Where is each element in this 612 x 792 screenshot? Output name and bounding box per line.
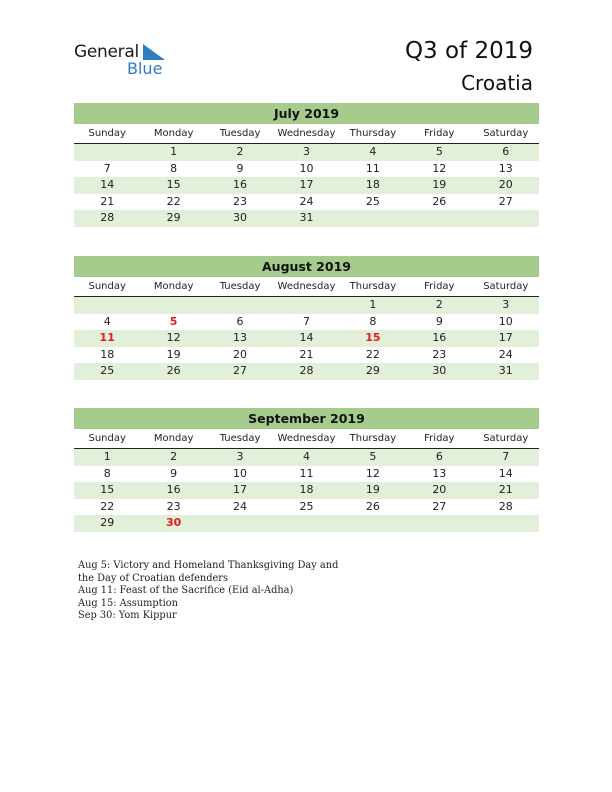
day-cell: 16 [166,483,181,496]
holiday-note-line: Aug 5: Victory and Homeland Thanksgiving Day and [78,560,339,571]
day-cell: 5 [369,450,377,463]
day-cell: 7 [103,161,111,175]
empty-day-cell [74,144,140,161]
day-cell: 11 [365,161,380,175]
week-row [74,297,539,314]
day-cell: 26 [365,499,380,513]
day-cell: 18 [299,483,314,496]
day-cell: 2 [170,450,178,463]
weekday-label: Friday [424,281,455,292]
week-row [74,347,539,364]
weekday-header-row [74,429,539,449]
day-cell: 20 [432,483,447,496]
day-cell: 15 [100,483,115,496]
day-cell: 8 [103,466,111,480]
week-row [74,177,539,194]
day-cell: 18 [365,178,380,191]
day-cell: 7 [502,450,510,463]
empty-day-cell [74,297,140,314]
weekday-label: Thursday [349,281,397,292]
month-calendar-september [74,408,539,532]
day-cell: 21 [100,194,115,208]
day-cell: 24 [233,499,248,513]
day-cell: 9 [435,314,443,328]
day-cell: 4 [103,314,111,328]
weekday-label: Sunday [88,128,126,139]
day-cell: 3 [236,450,244,463]
month-calendar-july [74,103,539,227]
day-cell: 18 [100,347,115,361]
day-cell: 14 [100,178,115,191]
empty-day-cell [406,515,472,532]
empty-day-cell [406,210,472,227]
day-cell: 13 [233,331,248,344]
day-cell: 29 [100,516,115,529]
logo-text-blue: Blue [127,59,163,78]
day-cell: 1 [103,450,111,463]
day-cell: 12 [365,466,380,480]
week-row [74,330,539,347]
empty-day-cell [140,297,206,314]
day-cell: 28 [498,499,513,513]
day-cell: 2 [236,145,244,158]
day-cell: 30 [165,516,182,529]
day-cell: 8 [369,314,377,328]
day-cell: 17 [498,331,513,344]
logo-text-general: General [74,42,139,62]
day-cell: 29 [166,211,181,224]
weekday-label: Saturday [483,281,529,292]
day-cell: 30 [233,211,248,224]
week-row [74,210,539,227]
day-cell: 15 [365,331,381,344]
day-cell: 10 [233,466,248,480]
page-title: Q3 of 2019 [404,38,533,64]
weekday-label: Sunday [88,281,126,292]
day-cell: 4 [369,145,377,158]
day-cell: 16 [233,178,248,191]
day-cell: 14 [299,331,314,344]
day-cell: 5 [435,145,443,158]
week-row [74,449,539,466]
day-cell: 1 [369,298,377,311]
day-cell: 27 [498,194,513,208]
weekday-label: Saturday [483,128,529,139]
day-cell: 6 [236,314,244,328]
day-cell: 24 [498,347,513,361]
week-row [74,363,539,380]
empty-day-cell [473,210,539,227]
month-title: September 2019 [74,408,539,429]
weekday-label: Wednesday [277,281,336,292]
day-cell: 23 [233,194,248,208]
empty-day-cell [273,515,339,532]
day-cell: 6 [502,145,510,158]
day-cell: 25 [365,194,380,208]
weekday-label: Wednesday [277,128,336,139]
day-cell: 22 [100,499,115,513]
day-cell: 11 [99,331,115,344]
holiday-note-line: Sep 30: Yom Kippur [78,610,177,621]
week-row [74,482,539,499]
day-cell: 19 [432,178,447,191]
holiday-note-line: Aug 15: Assumption [78,597,178,609]
logo-triangle-icon [143,44,165,60]
day-cell: 21 [498,483,513,496]
weekday-header-row [74,124,539,144]
day-cell: 14 [498,466,513,480]
weekday-label: Friday [424,128,455,139]
day-cell: 11 [299,466,314,480]
day-cell: 6 [435,450,443,463]
day-cell: 17 [299,178,314,191]
day-cell: 31 [299,211,314,224]
week-row [74,515,539,532]
day-cell: 25 [299,499,314,513]
day-cell: 8 [170,161,178,175]
week-row [74,314,539,331]
day-cell: 27 [432,499,447,513]
day-cell: 15 [166,178,181,191]
day-cell: 9 [236,161,244,175]
day-cell: 12 [432,161,447,175]
day-cell: 3 [302,145,310,158]
holiday-note-line: Aug 11: Feast of the Sacrifice (Eid al-Adha) [78,585,294,596]
day-cell: 16 [432,331,447,344]
day-cell: 27 [233,364,248,377]
weekday-label: Monday [153,281,194,292]
weekday-label: Tuesday [219,128,261,139]
day-cell: 20 [233,347,248,361]
weekday-label: Monday [153,433,194,444]
day-cell: 28 [299,364,314,377]
weekday-label: Wednesday [277,433,336,444]
weekday-label: Monday [153,128,194,139]
day-cell: 26 [432,194,447,208]
day-cell: 13 [432,466,447,480]
empty-day-cell [340,210,406,227]
day-cell: 20 [498,178,513,191]
day-cell: 24 [299,194,314,208]
day-cell: 28 [100,211,115,224]
month-calendar-august [74,256,539,380]
weekday-label: Tuesday [219,433,261,444]
week-row [74,499,539,516]
day-cell: 30 [432,364,447,377]
day-cell: 4 [302,450,310,463]
country-name: Croatia [461,71,533,95]
day-cell: 19 [365,483,380,496]
day-cell: 29 [365,364,380,377]
empty-day-cell [207,297,273,314]
day-cell: 25 [100,364,115,377]
weekday-label: Tuesday [219,281,261,292]
empty-day-cell [473,515,539,532]
empty-day-cell [340,515,406,532]
weekday-label: Thursday [349,128,397,139]
day-cell: 1 [170,145,178,158]
month-title: August 2019 [74,256,539,277]
day-cell: 7 [302,314,310,328]
weekday-label: Friday [424,433,455,444]
holiday-note-line: the Day of Croatian defenders [78,572,228,584]
day-cell: 10 [498,314,513,328]
day-cell: 22 [166,194,181,208]
month-title: July 2019 [74,103,539,124]
day-cell: 31 [498,364,513,377]
weekday-label: Sunday [88,433,126,444]
day-cell: 9 [170,466,178,480]
weekday-label: Saturday [483,433,529,444]
logo [74,42,184,82]
week-row [74,161,539,178]
day-cell: 19 [166,347,181,361]
day-cell: 3 [502,298,510,311]
week-row [74,466,539,483]
day-cell: 5 [169,314,178,328]
week-row [74,144,539,161]
day-cell: 10 [299,161,314,175]
day-cell: 2 [435,298,443,311]
empty-day-cell [273,297,339,314]
day-cell: 13 [498,161,513,175]
week-row [74,194,539,211]
day-cell: 17 [233,483,248,496]
day-cell: 12 [166,331,181,344]
day-cell: 23 [432,347,447,361]
empty-day-cell [207,515,273,532]
weekday-label: Thursday [349,433,397,444]
day-cell: 23 [166,499,181,513]
weekday-header-row [74,277,539,297]
day-cell: 26 [166,364,181,377]
day-cell: 21 [299,347,314,361]
holiday-notes [78,560,338,623]
day-cell: 22 [365,347,380,361]
